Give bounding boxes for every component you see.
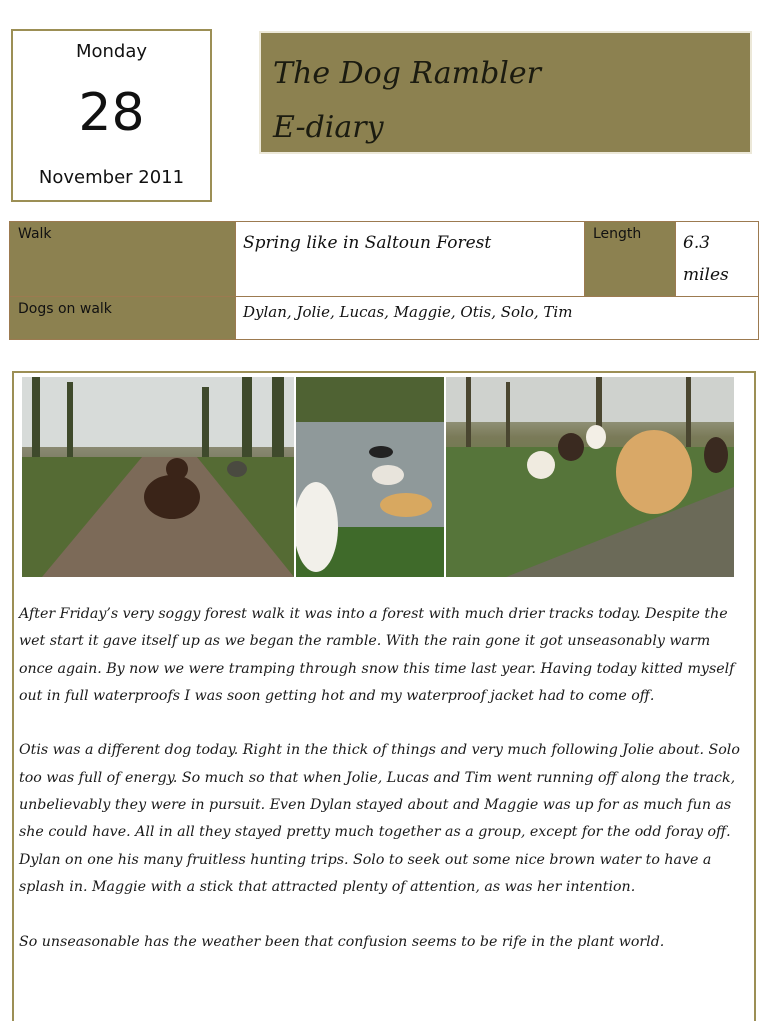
photo-forest-track — [22, 377, 294, 577]
date-month-year: November 2011 — [38, 167, 185, 188]
photo-strip — [22, 377, 734, 577]
length-label: Length — [585, 222, 676, 297]
paragraph: So unseasonable has the weather been that confusion seems to be rife in the plant world. — [19, 933, 665, 950]
date-day: Monday — [75, 41, 148, 62]
length-unit: miles — [683, 265, 729, 285]
length-number: 6.3 — [683, 233, 711, 253]
diary-title: The Dog Rambler — [273, 56, 541, 91]
diary-entry — [12, 371, 756, 1021]
diary-subtitle: E-diary — [273, 110, 384, 145]
walk-info-table — [9, 221, 759, 340]
dogs-list: Dylan, Jolie, Lucas, Maggie, Otis, Solo, Tim — [236, 297, 759, 340]
walk-label: Walk — [10, 222, 236, 297]
diary-title-banner — [259, 31, 752, 154]
date-number: 28 — [78, 83, 145, 143]
dogs-label: Dogs on walk — [10, 297, 236, 340]
entry-text — [19, 601, 743, 983]
photo-dogs-on-path — [446, 377, 734, 577]
walk-name: Spring like in Saltoun Forest — [236, 222, 585, 297]
length-value — [676, 222, 759, 297]
paragraph: After Friday’s very soggy forest walk it was into a forest with much drier tracks today. Despite the wet start it gave itself up as we began the ramble. With the rain gone it got unseasonably warm once again. By now we were tramping through snow this time last year. Having today kitted myself out in full waterproofs I was soon getting hot and my waterproof jacket had to come off. — [19, 606, 735, 704]
photo-dogs-in-water — [296, 377, 444, 577]
date-box — [11, 29, 212, 202]
paragraph: Otis was a different dog today. Right in the thick of things and very much following Jolie about. Solo too was full of energy. So much so that when Jolie, Lucas and Tim went running off along the track, unbelievably they were in pursuit. Even Dylan stayed about and Maggie was up for as much fun as she could have. All in all they stayed pretty much together as a group, except for the odd foray off. Dylan on one his many fruitless hunting trips. Solo to seek out some nice brown water to have a splash in. Maggie with a stick that attracted plenty of attention, as was her intention. — [19, 742, 740, 895]
